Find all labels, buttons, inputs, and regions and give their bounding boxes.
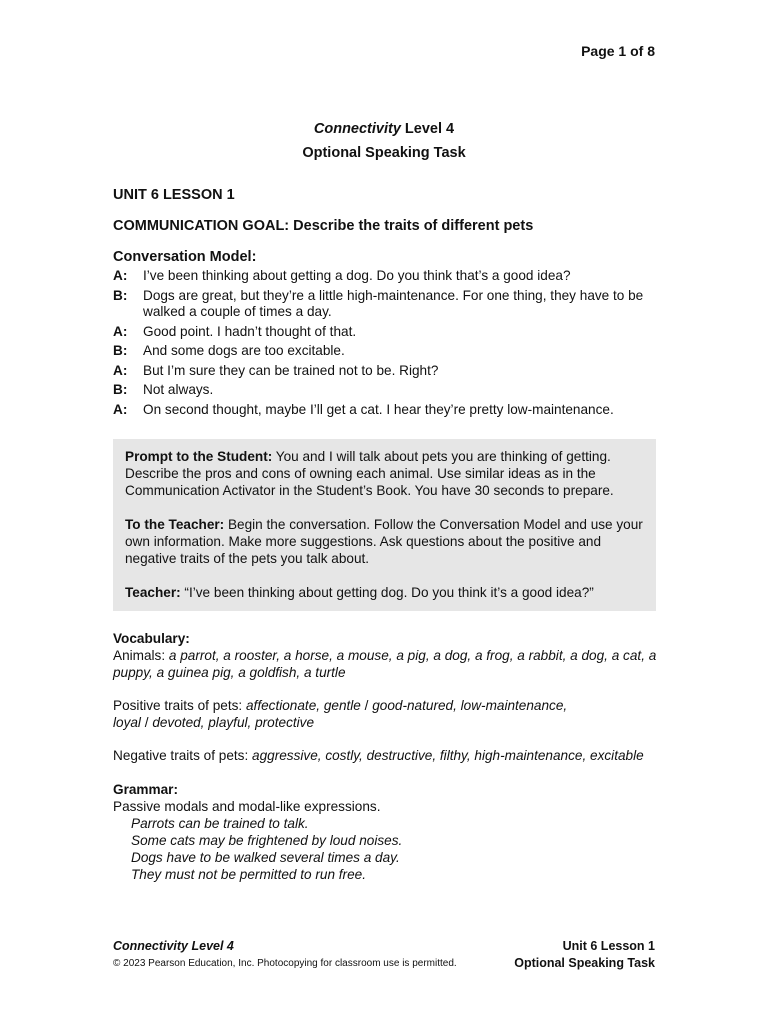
positive-trait: devoted, playful, protective [152, 715, 315, 730]
conversation-line [113, 324, 658, 341]
page-number: Page 1 of 8 [581, 43, 655, 59]
vocabulary-title: Vocabulary: [113, 631, 190, 646]
teacher-opening-line [125, 584, 644, 601]
conversation-model-title: Conversation Model: [113, 249, 257, 265]
vocabulary-section [113, 630, 673, 681]
speaker: A: [113, 323, 128, 339]
teacher-instructions-label: To the Teacher: [125, 517, 225, 532]
positive-trait: affectionate, gentle [245, 698, 361, 713]
animals-values: a parrot, a rooster, a horse, a mouse, a pig, a dog, a frog, a rabbit, a dog, a cat, a puppy, a guinea pig, a goldfish, a turtle [113, 648, 657, 680]
teacher-instructions [125, 516, 644, 567]
conversation-line [113, 363, 658, 380]
unit-heading: UNIT 6 LESSON 1 [113, 187, 235, 203]
speaker: B: [113, 287, 128, 303]
series-name: Connectivity [313, 121, 401, 137]
grammar-example: Some cats may be frightened by loud noises. [131, 833, 403, 848]
teacher-line-label: Teacher: [125, 585, 181, 600]
utterance: And some dogs are too excitable. [143, 343, 345, 358]
grammar-title: Grammar: [113, 782, 178, 797]
speaker: B: [113, 343, 128, 358]
conversation-line [113, 343, 658, 360]
animals-label: Animals: [113, 648, 169, 663]
level-label: Level 4 [400, 121, 455, 137]
footer-unit: Unit 6 Lesson 1 [562, 939, 655, 953]
utterance: On second thought, maybe I’ll get a cat. I hear they’re pretty low-maintenance. [143, 401, 614, 417]
conversation-line [113, 288, 658, 321]
positive-trait: loyal [113, 715, 141, 730]
speaker: A: [113, 268, 128, 283]
document-subtitle: Optional Speaking Task [302, 145, 466, 161]
utterance: But I’m sure they can be trained not to be. Right? [143, 362, 439, 378]
conversation-line [113, 268, 658, 285]
negative-traits-values: aggressive, costly, destructive, filthy, high-maintenance, excitable [252, 748, 644, 763]
conversation-model [113, 268, 658, 421]
speaker: A: [113, 362, 128, 378]
grammar-example: They must not be permitted to run free. [131, 867, 366, 882]
speaker: A: [113, 401, 128, 417]
conversation-line [113, 402, 658, 419]
student-prompt-label: Prompt to the Student: [125, 449, 273, 464]
footer-copyright: © 2023 Pearson Education, Inc. Photocopying for classroom use is permitted. [113, 958, 457, 969]
negative-traits-label: Negative traits of pets: [113, 748, 253, 763]
positive-traits-label: Positive traits of pets: [113, 698, 246, 713]
student-prompt-text: You and I will talk about pets you are thinking of getting. Describe the pros and cons of owning each animal. Use similar ideas as in the Communication Activator in the Student’s Book. You have 30 seconds to prepare. [125, 449, 614, 498]
document-title [0, 121, 768, 137]
utterance: Good point. I hadn’t thought of that. [143, 323, 357, 339]
speaker: B: [113, 382, 128, 397]
animals-list [113, 647, 673, 681]
teacher-line-text: “I’ve been thinking about getting dog. Do you think it’s a good idea?” [180, 585, 594, 600]
footer-series-title: Connectivity Level 4 [113, 939, 234, 953]
grammar-example: Dogs have to be walked several times a day. [131, 850, 400, 865]
conversation-line [113, 382, 658, 399]
student-prompt [125, 448, 644, 499]
prompt-box [113, 439, 656, 611]
separator: / [360, 698, 373, 713]
grammar-example: Parrots can be trained to talk. [131, 816, 309, 831]
positive-trait: good-natured, low-maintenance, [372, 698, 568, 713]
footer-task: Optional Speaking Task [514, 956, 655, 970]
teacher-instructions-text: Begin the conversation. Follow the Conversation Model and use your own information. Make more suggestions. Ask questions about the positive and negative traits of the pets you talk about. [125, 517, 643, 566]
separator: / [140, 715, 153, 730]
negative-traits [113, 747, 673, 764]
communication-goal: COMMUNICATION GOAL: Describe the traits of different pets [113, 218, 534, 234]
grammar-intro: Passive modals and modal-like expressions. [113, 799, 381, 814]
utterance: Not always. [143, 382, 214, 397]
utterance: I’ve been thinking about getting a dog. Do you think that’s a good idea? [143, 268, 571, 283]
utterance: Dogs are great, but they’re a little high-maintenance. For one thing, they have to be walked a couple of times a day. [143, 287, 644, 319]
grammar-section [113, 781, 673, 883]
positive-traits [113, 697, 673, 731]
